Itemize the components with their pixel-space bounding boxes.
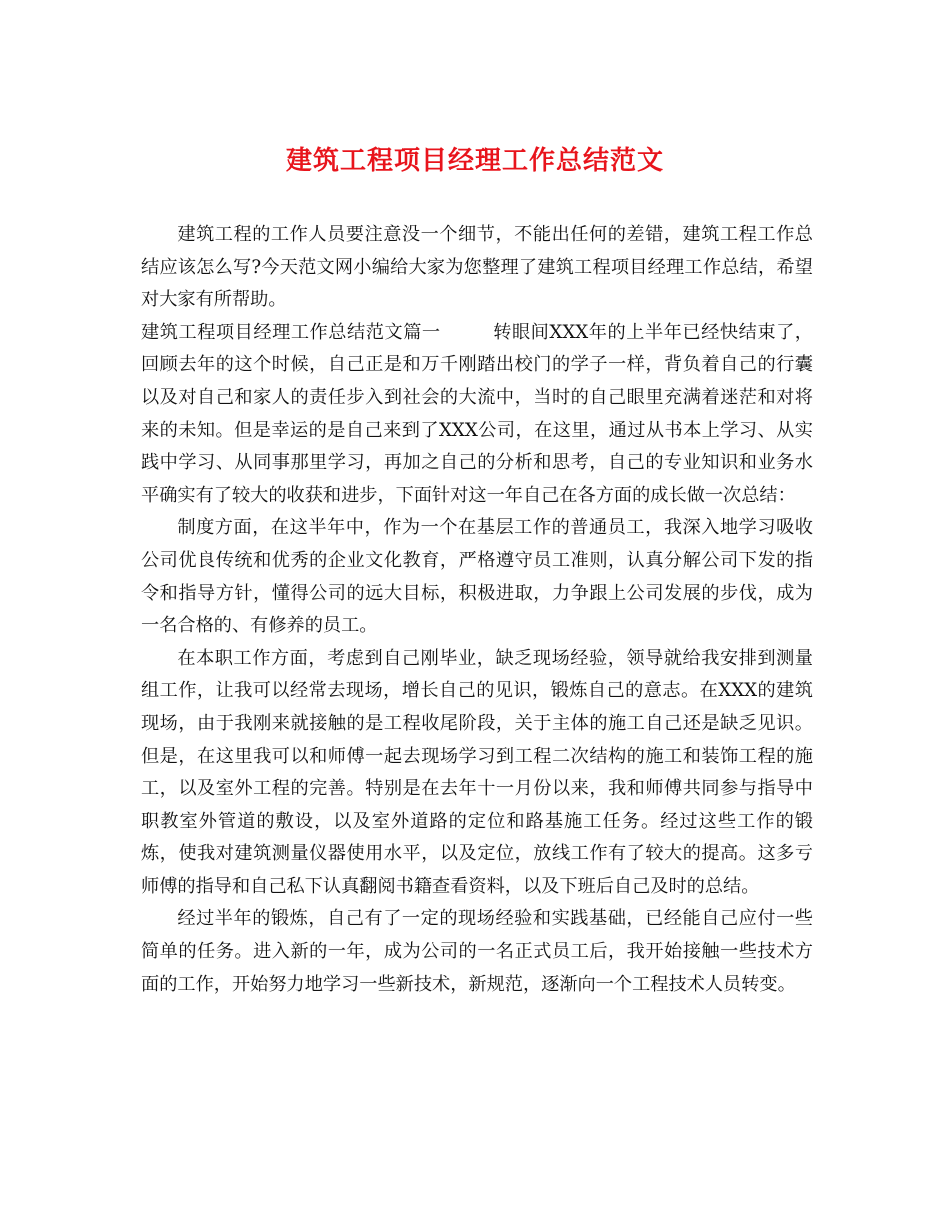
section-text: 转眼间XXX年的上半年已经快结束了，回顾去年的这个时候，自己正是和万千刚踏出校门的学子一样，背负着自己的行囊以及对自己和家人的责任步入到社会的大流中，当时的自己眼里充满着迷茫和对将来的未知。但是幸运的是自己来到了XXX公司，在这里，通过从书本上学习、从实践中学习、从同事那里学习，再加之自己的分析和思考，自己的专业知识和业务水平确实有了较大的收获和进步，下面针对这一年自己在各方面的成长做一次总结：: [141, 321, 813, 506]
intro-paragraph: 建筑工程的工作人员要注意没一个细节，不能出任何的差错，建筑工程工作总结应该怎么写?今天范文网小编给大家为您整理了建筑工程项目经理工作总结，希望对大家有所帮助。: [141, 224, 813, 311]
paragraph-duties: 在本职工作方面，考虑到自己刚毕业，缺乏现场经验，领导就给我安排到测量组工作，让我可以经常去现场，增长自己的见识，锻炼自己的意志。在XXX的建筑现场，由于我刚来就接触的是工程收尾阶段，关于主体的施工自己还是缺乏见识。但是，在这里我可以和师傅一起去现场学习到工程二次结构的施工和装饰工程的施工，以及室外工程的完善。特别是在去年十一月份以来，我和师傅共同参与指导中职教室外管道的敷设，以及室外道路的定位和路基施工任务。经过这些工作的锻炼，使我对建筑测量仪器使用水平，以及定位，放线工作有了较大的提高。这多亏师傅的指导和自己私下认真翻阅书籍查看资料，以及下班后自己及时的总结。: [141, 647, 813, 897]
section-paragraph: [141, 317, 813, 513]
document-body: [141, 219, 813, 1001]
section-heading: 建筑工程项目经理工作总结范文篇一: [141, 321, 441, 343]
document-title: 建筑工程项目经理工作总结范文: [285, 146, 664, 176]
paragraph-progress: 经过半年的锻炼，自己有了一定的现场经验和实践基础，已经能自己应付一些简单的任务。进入新的一年，成为公司的一名正式员工后，我开始接触一些技术方面的工作，开始努力地学习一些新技术，新规范，逐渐向一个工程技术人员转变。: [141, 908, 813, 995]
paragraph-system: 制度方面，在这半年中，作为一个在基层工作的普通员工，我深入地学习吸收公司优良传统和优秀的企业文化教育，严格遵守员工准则，认真分解公司下发的指令和指导方针，懂得公司的远大目标，积极进取，力争跟上公司发展的步伐，成为一名合格的、有修养的员工。: [141, 517, 813, 637]
